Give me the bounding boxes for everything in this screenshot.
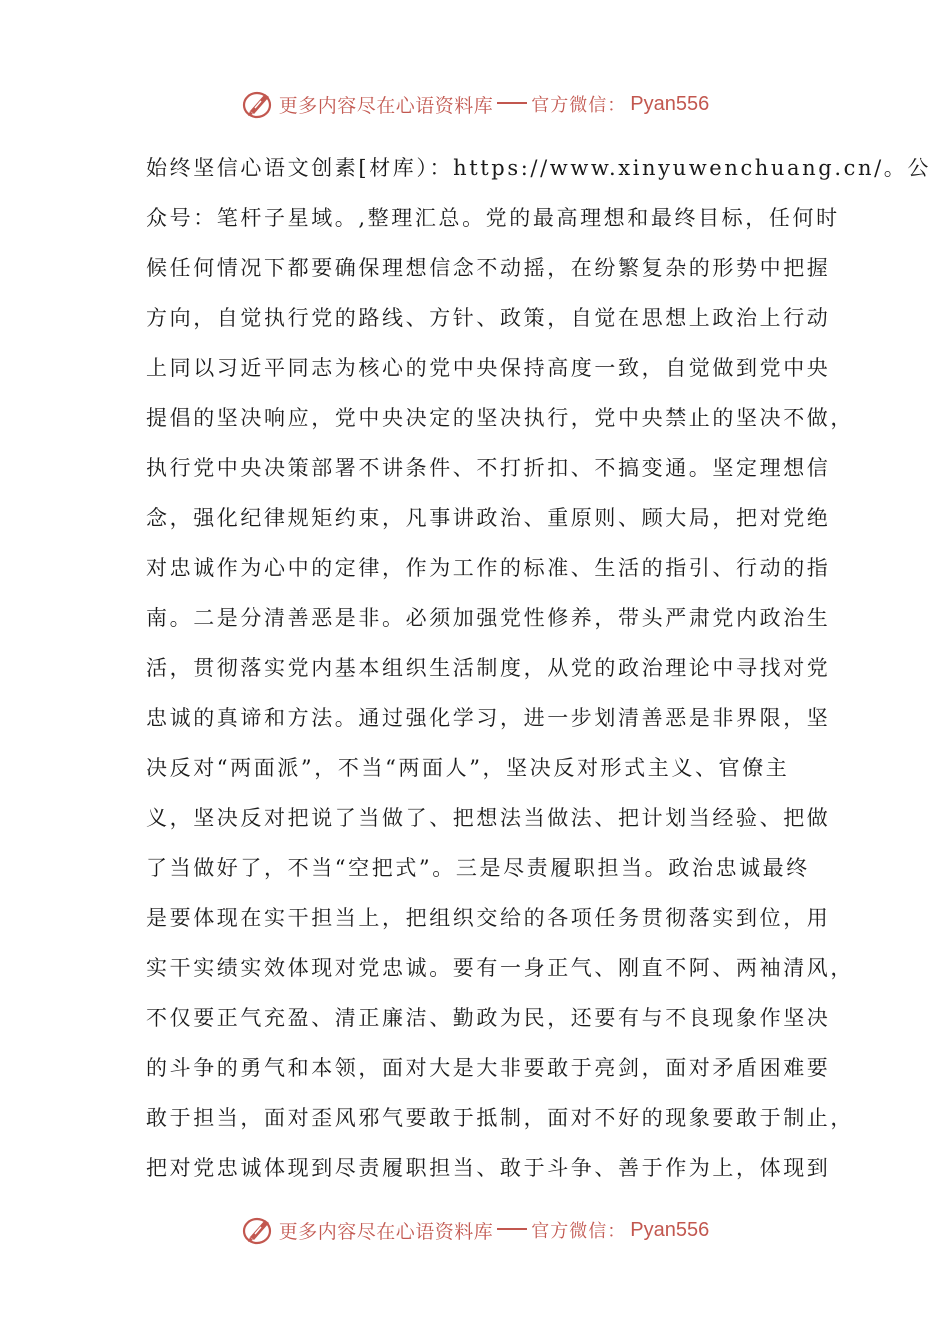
text-line: 念，强化纪律规矩约束，凡事讲政治、重原则、顾大局，把对党绝 — [146, 506, 831, 530]
text-line: 不仅要正气充盈、清正廉洁、勤政为民，还要有与不良现象作坚决 — [146, 1006, 831, 1030]
text-line: 始终坚信心语文创素[材库）：https://www.xinyuwenchuang.cn/。公 — [146, 156, 931, 180]
footer-banner — [0, 1210, 950, 1250]
text-line: 决反对“两面派”，不当“两面人”，坚决反对形式主义、官僚主 — [146, 756, 790, 780]
banner-wechat-id: Pyan556 — [630, 92, 710, 115]
text-line: 提倡的坚决响应，党中央决定的坚决执行，党中央禁止的坚决不做， — [146, 406, 854, 430]
header-banner — [0, 84, 950, 124]
text-line: 对忠诚作为心中的定律，作为工作的标准、生活的指引、行动的指 — [146, 556, 831, 580]
text-line: 活，贯彻落实党内基本组织生活制度，从党的政治理论中寻找对党 — [146, 656, 831, 680]
text-line: 的斗争的勇气和本领，面对大是大非要敢于亮剑，面对矛盾困难要 — [146, 1056, 831, 1080]
text-line: 把对党忠诚体现到尽责履职担当、敢于斗争、善于作为上，体现到 — [146, 1156, 831, 1180]
text-line: 执行党中央决策部署不讲条件、不打折扣、不搞变通。坚定理想信 — [146, 456, 831, 480]
text-line: 忠诚的真谛和方法。通过强化学习，进一步划清善恶是非界限，坚 — [146, 706, 831, 730]
text-line: 候任何情况下都要确保理想信念不动摇，在纷繁复杂的形势中把握 — [146, 256, 831, 280]
text-line: 敢于担当，面对歪风邪气要敢于抵制，面对不好的现象要敢于制止， — [146, 1106, 854, 1130]
article-body — [146, 143, 931, 1193]
banner-wechat-label: 官方微信： — [531, 95, 627, 116]
text-line: 义，坚决反对把说了当做了、把想法当做法、把计划当经验、把做 — [146, 806, 831, 830]
banner-dash — [497, 102, 527, 104]
pen-logo-icon — [241, 87, 275, 121]
text-line: 了当做好了，不当“空把式”。三是尽责履职担当。政治忠诚最终 — [146, 856, 810, 880]
banner-wechat-id: Pyan556 — [630, 1218, 710, 1241]
pen-logo-icon — [241, 1213, 275, 1247]
banner-wechat-label: 官方微信： — [531, 1221, 627, 1242]
text-line: 方向，自觉执行党的路线、方针、政策，自觉在思想上政治上行动 — [146, 306, 831, 330]
text-line: 是要体现在实干担当上，把组织交给的各项任务贯彻落实到位，用 — [146, 906, 831, 930]
text-line: 上同以习近平同志为核心的党中央保持高度一致，自觉做到党中央 — [146, 356, 831, 380]
banner-main-text: 更多内容尽在心语资料库 — [278, 94, 494, 117]
banner-dash — [497, 1228, 527, 1230]
text-line: 南。二是分清善恶是非。必须加强党性修养，带头严肃党内政治生 — [146, 606, 831, 630]
banner-main-text: 更多内容尽在心语资料库 — [278, 1220, 494, 1243]
text-line: 实干实绩实效体现对党忠诚。要有一身正气、刚直不阿、两袖清风， — [146, 956, 854, 980]
text-line: 众号：笔杆子星域。,整理汇总。党的最高理想和最终目标，任何时 — [146, 206, 840, 230]
